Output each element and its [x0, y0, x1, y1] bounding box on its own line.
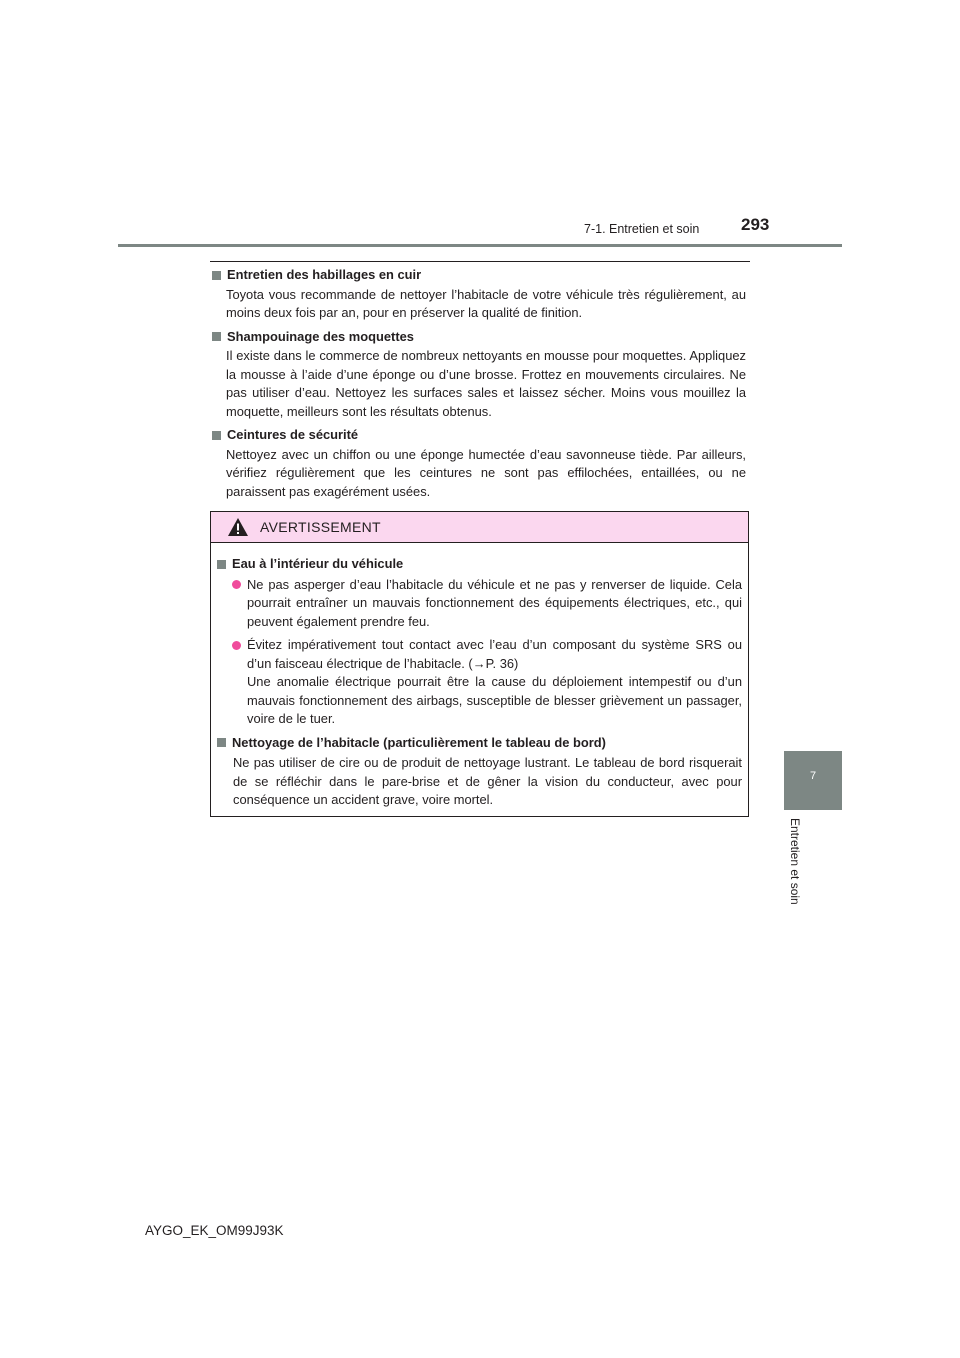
section-heading [210, 426, 746, 445]
warning-triangle-icon [227, 517, 249, 537]
section-text: Toyota vous recommande de nettoyer l’habitacle de votre véhicule très régulièrement, au moins deux fois par an, pour en préserver la qualité de finition. [226, 286, 746, 320]
warning-body [211, 543, 748, 810]
square-bullet-icon [212, 271, 221, 280]
section-leather [210, 266, 746, 323]
warning-subheading [217, 734, 742, 753]
section-text: Il existe dans le commerce de nombreux nettoyants en mousse pour moquettes. Appliquez la mousse à l’aide d’une éponge ou d’une brosse. Frottez en mouvements circulaires. Ne pas utiliser d’eau. Nettoyez les surfaces sales et laissez sécher. Moins vous mouillez la moquette, meilleurs sont les résultats obtenus. [226, 348, 746, 419]
header-rule [118, 244, 842, 247]
section-heading [210, 328, 746, 347]
section-title: Entretien des habillages en cuir [227, 267, 422, 282]
section-carpet [210, 328, 746, 422]
square-bullet-icon [212, 431, 221, 440]
chapter-tab [784, 751, 842, 810]
warning-subheading-text: Eau à l’intérieur du véhicule [232, 556, 404, 571]
section-text: Nettoyez avec un chiffon ou une éponge humectée d’eau savonneuse tiède. Par ailleurs, vérifiez régulièrement que les ceintures ne sont pas effilochées, entaillées, ou ne paraissent pas exagérément usées. [226, 446, 746, 499]
chapter-label-text: Entretien et soin [788, 818, 802, 905]
warning-header [211, 512, 748, 543]
page-reference: P. 36) [485, 655, 519, 671]
main-content [210, 266, 746, 506]
warning-subheading [217, 555, 742, 574]
section-heading [210, 266, 746, 285]
content-rule [210, 261, 750, 262]
bullet-text-part: Une anomalie électrique pourrait être la cause du déploiement intempestif ou d’un mauvais fonctionnement des airbags, susceptible de blesser grièvement un passager, voire de le tuer. [247, 674, 742, 726]
arrow-icon: → [472, 655, 486, 671]
warning-box [210, 511, 749, 817]
round-bullet-icon [232, 580, 241, 589]
square-bullet-icon [217, 560, 226, 569]
warning-subheading-text: Nettoyage de l’habitacle (particulièrement le tableau de bord) [232, 734, 606, 750]
bullet-text: Ne pas asperger d’eau l’habitacle du véhicule et ne pas y renverser de liquide. Cela pourrait entraîner un mauvais fonctionnement des équipements électriques, etc., qui peuvent également prendre feu. [247, 576, 742, 629]
footer-code: AYGO_EK_OM99J93K [145, 1223, 284, 1238]
warning-text: Ne pas utiliser de cire ou de produit de nettoyage lustrant. Le tableau de bord risquerait de se réfléchir dans le pare-brise et de gêner la vision du conducteur, avec pour conséquence un accident grave, voire mortel. [233, 755, 742, 807]
bullet-text [247, 636, 742, 729]
section-title: Shampouinage des moquettes [227, 328, 414, 344]
warning-bullet [232, 636, 742, 729]
section-title: Ceintures de sécurité [227, 427, 359, 442]
warning-bullet [232, 576, 742, 632]
section-seatbelts [210, 426, 746, 501]
chapter-label [788, 818, 806, 938]
chapter-number: 7 [809, 770, 817, 782]
section-header: 7-1. Entretien et soin [584, 222, 700, 236]
bullet-text-part: Évitez impérativement tout contact avec l’eau d’un composant du système SRS ou d’un faisceau électrique de l’habitacle. ( [247, 637, 742, 671]
square-bullet-icon [212, 332, 221, 341]
square-bullet-icon [217, 738, 226, 747]
round-bullet-icon [232, 641, 241, 650]
page-number: 293 [741, 215, 770, 234]
warning-title: AVERTISSEMENT [260, 519, 381, 535]
